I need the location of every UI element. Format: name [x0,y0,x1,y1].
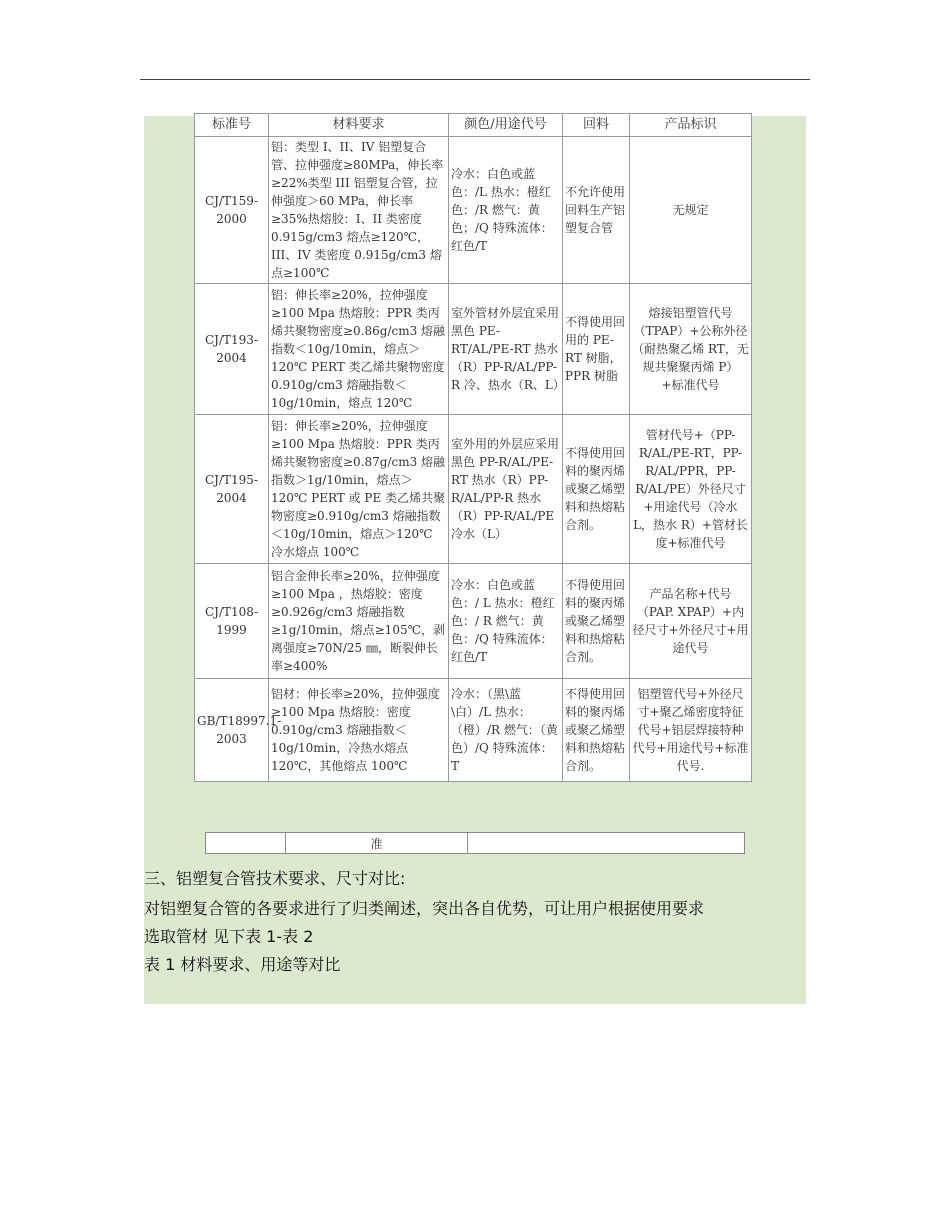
table-row [195,137,752,284]
cell-marking: 铝塑管代号+外径尺寸+聚乙烯密度特征代号+铝层焊接特种代号+用途代号+标准代号. [630,679,752,782]
cell-recycle: 不得使用回料的聚丙烯或聚乙烯塑料和热熔粘合剂。 [563,415,630,564]
table-row [195,679,752,782]
cell-marking: 产品名称+代号（PAP. XPAP）+内径尺寸+外径尺寸+用途代号 [630,564,752,679]
header-standard: 标准号 [195,114,269,137]
cell-color: 室外管材外层宜采用黑色 PE-RT/AL/PE-RT 热水（R）PP-R/AL/PP-R 冷、热水（R、L） [449,284,563,415]
cell-standard: CJ/T159-2000 [195,137,269,284]
table-caption: 表 1 材料要求、用途等对比 [144,955,341,974]
cell-material: 铝合金伸长率≥20%，拉伸强度≥100 Mpa ，热熔胶：密度≥0.926g/cm3 熔融指数≥1g/10min，熔点≥105℃，剥离强度≥70N/25 ㎜，断裂伸长率≥400% [269,564,449,679]
cell-marking: 管材代号+（PP-R/AL/PE-RT，PP-R/AL/PPR，PP-R/AL/PE）外径尺寸+用途代号（冷水 L，热水 R）+管材长度+标准代号 [630,415,752,564]
cell-standard: GB/T18997.1-2003 [195,679,269,782]
paragraph-line-2: 选取管材 见下表 1-表 2 [144,927,314,946]
cell-marking: 熔接铝塑管代号（TPAP）+公称外径（耐热聚乙烯 RT，无规共聚聚丙烯 P）+标准代号 [630,284,752,415]
table-row [195,284,752,415]
mini-cell [206,833,286,854]
mini-table-row [206,833,745,854]
cell-material: 铝：类型 I、II、IV 铝塑复合管、拉伸强度≥80MPa，伸长率≥22%类型 III 铝塑复合管，拉伸强度＞60 MPa，伸长率≥35%热熔胶：I、II 类密度 0.915g/cm3 熔点≥120℃，III、IV 类密度 0.915g/cm3 熔点≥100℃ [269,137,449,284]
cell-recycle: 不允许使用回料生产铝塑复合管 [563,137,630,284]
cell-standard: CJ/T195-2004 [195,415,269,564]
header-recycle: 回料 [563,114,630,137]
cell-material: 铝：伸长率≥20%，拉伸强度≥100 Mpa 热熔胶：PPR 类丙烯共聚物密度≥0.86g/cm3 熔融指数＜10g/10min，熔点＞120℃ PERT 类乙烯共聚物密度 0.910g/cm3 熔融指数＜10g/10min，熔点 120℃ [269,284,449,415]
paragraph-line-1: 对铝塑复合管的各要求进行了归类阐述，突出各自优势，可让用户根据使用要求 [144,899,705,918]
cell-recycle: 不得使用回用的 PE-RT 树脂，PPR 树脂 [563,284,630,415]
cell-recycle: 不得使用回料的聚丙烯或聚乙烯塑料和热熔粘合剂。 [563,679,630,782]
cell-material: 铝材：伸长率≥20%，拉伸强度≥100 Mpa 热熔胶：密度 0.910g/cm3 熔融指数＜10g/10min，冷热水熔点 120℃，其他熔点 100℃ [269,679,449,782]
header-rule [140,79,810,80]
cell-color: 冷水：白色或蓝色：/L 热水：橙红色：/R 燃气：黄色；/Q 特殊流体：红色/T [449,137,563,284]
table-header-row [195,114,752,137]
cell-material: 铝：伸长率≥20%，拉伸强度≥100 Mpa 热熔胶：PPR 类丙烯共聚物密度≥0.87g/cm3 熔融指数＞1g/10min，熔点＞120℃ PERT 或 PE 类乙烯共聚物密度≥0.910g/cm3 熔融指数＜10g/10min，熔点＞120℃ 冷水熔点 100℃ [269,415,449,564]
table-row [195,564,752,679]
mini-cell: 准 [286,833,468,854]
cell-color: 冷水：（黑\蓝\白）/L 热水：（橙）/R 燃气：（黄色）/Q 特殊流体：T [449,679,563,782]
cell-standard: CJ/T193-2004 [195,284,269,415]
cell-recycle: 不得使用回料的聚丙烯或聚乙烯塑料和热熔粘合剂。 [563,564,630,679]
table-row [195,415,752,564]
header-material: 材料要求 [269,114,449,137]
section-heading: 三、铝塑复合管技术要求、尺寸对比: [144,869,406,888]
header-marking: 产品标识 [630,114,752,137]
mini-table [205,832,745,854]
header-color-code: 颜色/用途代号 [449,114,563,137]
cell-color: 冷水：白色或蓝色：/ L 热水：橙红色：/ R 燃气：黄色：/Q 特殊流体：红色/T [449,564,563,679]
cell-standard: CJ/T108-1999 [195,564,269,679]
standards-comparison-table [194,113,752,782]
cell-marking: 无规定 [630,137,752,284]
cell-color: 室外用的外层应采用黑色 PP-R/AL/PE-RT 热水（R）PP-R/AL/PP-R 热水（R）PP-R/AL/PE 冷水（L） [449,415,563,564]
mini-cell [468,833,745,854]
